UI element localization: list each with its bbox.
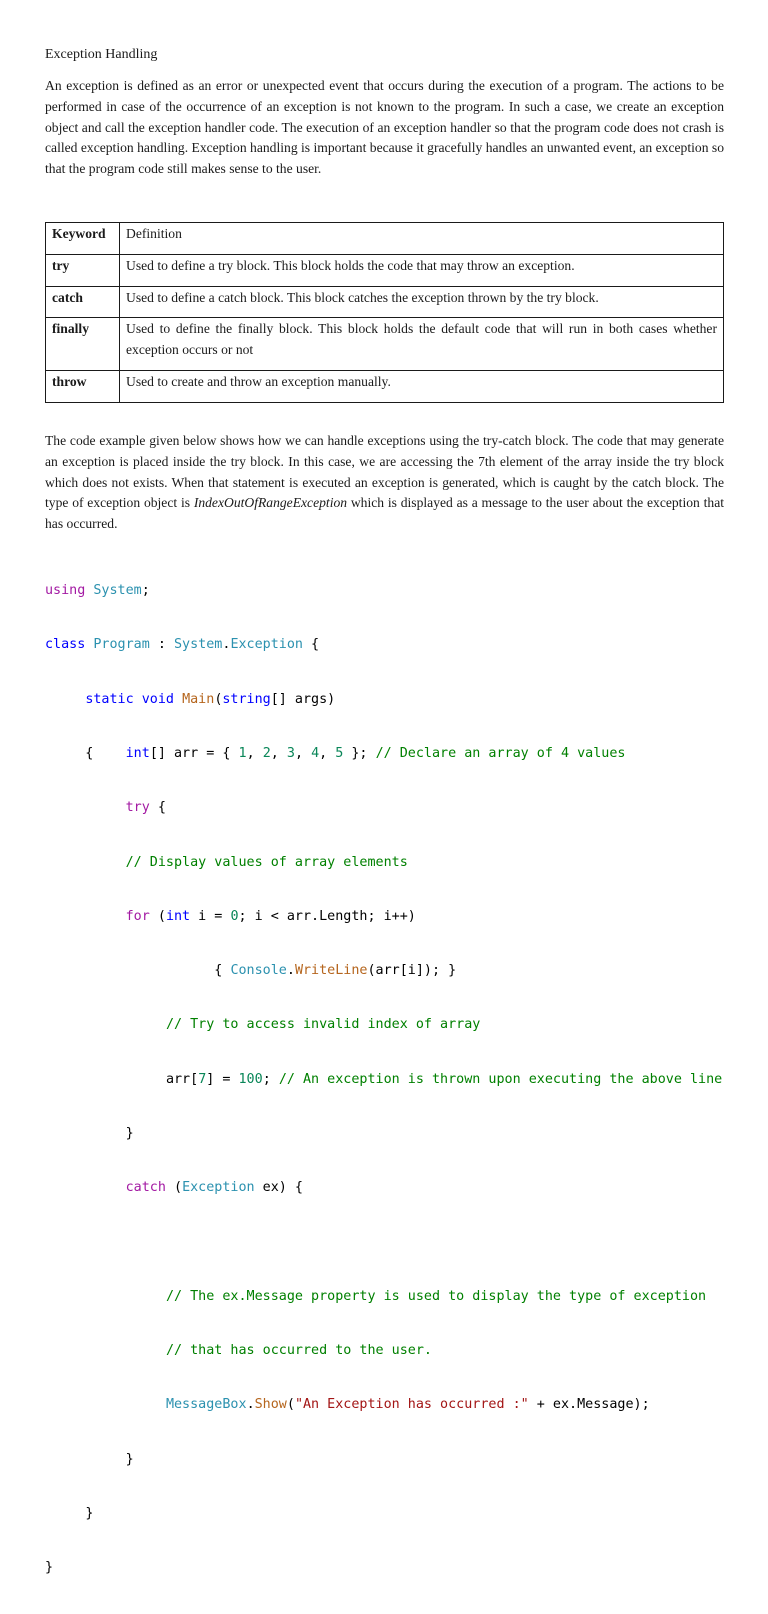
code-indent [45, 1126, 126, 1141]
code-indent [45, 1452, 126, 1467]
code-token: ; [141, 583, 150, 599]
code-token: Show [254, 1397, 287, 1413]
table-row [46, 318, 724, 371]
code-token: using [45, 583, 86, 599]
code-token: , [270, 746, 287, 762]
code-indent [45, 855, 126, 870]
keyword-cell: try [46, 254, 120, 286]
code-token: arr[ [165, 1071, 199, 1087]
code-token: . [222, 637, 231, 653]
code-token: int [125, 746, 150, 762]
code-token: 4 [311, 746, 320, 762]
code-line [45, 962, 745, 980]
code-token: [] arr = { [149, 746, 239, 762]
table-row [46, 286, 724, 318]
code-line [45, 1559, 745, 1577]
code-comment: // that has occurred to the user. [165, 1343, 432, 1359]
code-token: System [93, 583, 142, 599]
example-text-before: The code example given below shows how we can handle exceptions using the try-catch block. The code that may generate an exception is placed inside the try block. In this case, we are accessing the 7th element of the array inside the try block which does not exists. When that statement is executed an exception is generated, which is caught by the catch block. The type of exception object is [45, 433, 724, 511]
code-token: ex) { [254, 1180, 303, 1196]
code-token: } [85, 1505, 94, 1521]
code-comment: // An exception is thrown upon executing the above line [278, 1071, 723, 1087]
code-line [45, 1505, 745, 1523]
code-string: "An Exception has occurred :" [294, 1397, 529, 1413]
definition-cell: Used to define the finally block. This block holds the default code that will run in both cases whether exception occurs or not [120, 318, 724, 371]
code-token: : [149, 637, 174, 653]
code-token: Exception [230, 637, 303, 653]
code-line [45, 1016, 745, 1034]
code-token: ( [149, 908, 166, 924]
code-indent: { [45, 963, 231, 979]
code-token: 1 [238, 746, 247, 762]
code-token: }; [343, 746, 376, 762]
code-token: int [165, 908, 191, 924]
code-line [45, 636, 745, 654]
code-line [45, 1288, 745, 1306]
code-line [45, 854, 745, 872]
exception-type-name: IndexOutOfRangeException [193, 495, 348, 511]
code-token: System [174, 637, 223, 653]
code-token [134, 692, 142, 707]
code-token: + ex.Message); [528, 1397, 650, 1413]
code-token: , [319, 746, 336, 762]
keyword-cell: finally [46, 318, 120, 371]
header-definition: Definition [120, 223, 724, 255]
code-line [45, 1234, 745, 1252]
code-indent [45, 1506, 85, 1521]
code-comment: // Declare an array of 4 values [375, 746, 626, 762]
code-token: } [45, 1560, 54, 1576]
section-heading: Exception Handling [45, 47, 158, 62]
code-comment: // Try to access invalid index of array [165, 1017, 481, 1033]
code-token: 5 [335, 746, 344, 762]
code-line [45, 1451, 745, 1469]
code-comment: // The ex.Message property is used to display the type of exception [165, 1288, 707, 1304]
code-token: ( [165, 1180, 183, 1196]
code-token [174, 692, 182, 707]
code-token: ; [262, 1071, 279, 1087]
code-token: (arr[i]); } [367, 963, 457, 979]
code-indent [45, 800, 126, 815]
code-line [45, 908, 745, 926]
code-token: } [125, 1126, 134, 1141]
code-indent [45, 1180, 126, 1195]
code-indent [45, 1289, 166, 1304]
table-row [46, 370, 724, 402]
intro-paragraph: An exception is defined as an error or unexpected event that occurs during the execution of a program. The actions to be performed in case of the occurrence of an exception is not known to the program. In such a case, we create an exception object and call the exception handler code. The execution of an exception handler so that the program code does not crash is called exception handling. Exception handling is important because it gracefully handles an unwanted event, an exception so that the program code still makes sense to the user. [45, 78, 724, 177]
code-comment: // Display values of array elements [125, 854, 408, 870]
code-token: [] args) [270, 691, 336, 707]
keyword-cell: throw [46, 370, 120, 402]
code-token: ] = [206, 1071, 239, 1087]
code-token: . [246, 1397, 255, 1413]
code-token: Main [182, 691, 215, 707]
code-token: ( [214, 691, 223, 707]
code-token: Exception [182, 1180, 255, 1196]
example-text-after: which is displayed as a message to the user about the exception that has occurred. [45, 495, 725, 532]
code-line [45, 582, 745, 600]
code-indent [45, 692, 85, 707]
code-token: . [286, 963, 295, 979]
code-token: catch [125, 1180, 166, 1196]
code-line [45, 691, 745, 709]
definition-cell: Used to define a try block. This block holds the code that may throw an exception. [120, 254, 724, 286]
code-token: ( [286, 1397, 295, 1413]
code-token: string [222, 691, 271, 707]
code-token: { [149, 800, 166, 816]
definition-cell: Used to create and throw an exception manually. [120, 370, 724, 402]
code-token: static [85, 691, 134, 707]
header-keyword: Keyword [46, 223, 120, 255]
code-token: 100 [238, 1071, 263, 1087]
code-indent [45, 1017, 166, 1032]
definition-cell: Used to define a catch block. This block catches the exception thrown by the try block. [120, 286, 724, 318]
code-indent [45, 909, 126, 924]
keyword-table [45, 222, 724, 403]
code-token: Program [93, 637, 150, 653]
code-line [45, 745, 745, 763]
code-token: class [45, 637, 86, 653]
code-token: i = [190, 908, 231, 924]
code-token: 0 [230, 908, 239, 924]
table-header-row [46, 223, 724, 255]
code-token: 7 [198, 1071, 207, 1087]
code-token: WriteLine [294, 963, 368, 979]
code-indent: { [45, 746, 126, 762]
code-block [45, 546, 745, 1614]
code-token: , [294, 746, 312, 762]
code-line [45, 799, 745, 817]
code-indent [45, 1072, 166, 1087]
keyword-cell: catch [46, 286, 120, 318]
code-line [45, 1125, 745, 1143]
code-line [45, 1342, 745, 1360]
code-line [45, 1071, 745, 1089]
code-token: { [303, 637, 320, 653]
code-indent [45, 1397, 166, 1412]
table-row [46, 254, 724, 286]
code-indent [45, 1343, 166, 1358]
code-line [45, 1396, 745, 1414]
code-token: try [125, 800, 150, 816]
code-token: for [125, 908, 150, 924]
code-token: , [246, 746, 263, 762]
code-token: Console [230, 963, 287, 979]
code-token: } [125, 1451, 134, 1467]
code-line [45, 1179, 745, 1197]
code-token: 2 [262, 746, 271, 762]
code-token: MessageBox [165, 1397, 247, 1413]
code-token: ; i < arr.Length; i++) [238, 908, 416, 924]
example-paragraph [45, 431, 724, 535]
code-token: void [141, 691, 174, 707]
code-token: 3 [286, 746, 295, 762]
